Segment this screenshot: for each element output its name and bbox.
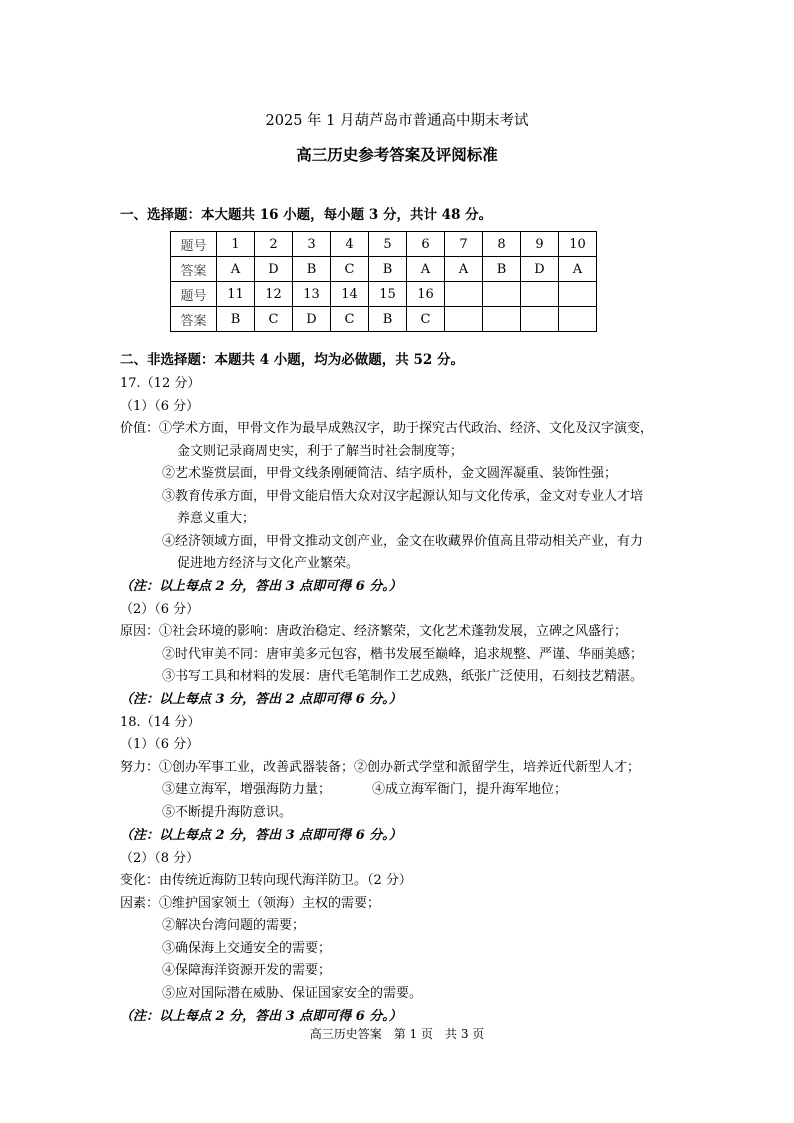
table-cell: 14 (331, 282, 369, 307)
row-label: 答案 (171, 307, 217, 332)
table-cell: 9 (521, 232, 559, 257)
document-title: 2025 年 1 月葫芦岛市普通高中期末考试 (265, 113, 529, 129)
table-cell: D (521, 257, 559, 282)
q17-heading: 17.（12 分） (120, 376, 201, 391)
effort-1: 努力：①创办军事工业，改善武器装备；②创办新式学堂和派留学生，培养近代新型人才； (120, 760, 641, 775)
table-cell (483, 282, 521, 307)
value-4b: 促进地方经济与文化产业繁荣。 (177, 556, 360, 571)
table-row (171, 282, 597, 307)
table-cell: 4 (331, 232, 369, 257)
table-cell: 2 (255, 232, 293, 257)
table-row (171, 232, 597, 257)
table-cell: 15 (369, 282, 407, 307)
factor-2: ②解决台湾问题的需要； (162, 918, 306, 933)
value-2: ②艺术鉴赏层面，甲骨文线条刚硬简洁、结字质朴，金文圆浑凝重、装饰性强； (162, 466, 618, 481)
q17-part2: （2）（6 分） (120, 602, 200, 617)
table-cell (445, 307, 483, 332)
answer-table (170, 231, 597, 332)
table-cell: C (255, 307, 293, 332)
scoring-note-4: （注：以上每点 2 分，答出 3 点即可得 6 分。） (120, 1009, 402, 1024)
effort-2b: ④成立海军衙门，提升海军地位； (372, 782, 568, 797)
table-cell: C (331, 307, 369, 332)
table-cell: 8 (483, 232, 521, 257)
q18-heading: 18.（14 分） (120, 715, 201, 730)
factor-4: ④保障海洋资源开发的需要； (162, 963, 332, 978)
table-cell: A (217, 257, 255, 282)
table-cell: 1 (217, 232, 255, 257)
q18-part1: （1）（6 分） (120, 737, 200, 752)
table-cell: A (407, 257, 445, 282)
row-label: 题号 (171, 282, 217, 307)
factor-3: ③确保海上交通安全的需要； (162, 941, 332, 956)
effort-3: ⑤不断提升海防意识。 (162, 805, 293, 820)
value-1b: 金文则记录商周史实，利于了解当时社会制度等； (177, 444, 464, 459)
q17-part1: （1）（6 分） (120, 399, 200, 414)
table-cell: B (369, 257, 407, 282)
table-cell: 6 (407, 232, 445, 257)
reason-1: 原因：①社会环境的影响：唐政治稳定、经济繁荣，文化艺术蓬勃发展，立碑之风盛行； (120, 624, 628, 639)
table-cell: 12 (255, 282, 293, 307)
value-3b: 养意义重大； (177, 511, 256, 526)
table-cell: B (369, 307, 407, 332)
reason-3: ③书写工具和材料的发展：唐代毛笔制作工艺成熟，纸张广泛使用，石刻技艺精湛。 (162, 669, 644, 684)
table-cell: B (483, 257, 521, 282)
section1-heading: 一、选择题：本大题共 16 小题，每小题 3 分，共计 48 分。 (120, 207, 493, 223)
table-cell: 3 (293, 232, 331, 257)
page-footer: 高三历史答案 第 1 页 共 3 页 (309, 1027, 485, 1041)
table-cell (521, 282, 559, 307)
factor-5: ⑤应对国际潜在威胁、保证国家安全的需要。 (162, 986, 423, 1001)
value-4a: ④经济领域方面，甲骨文推动文创产业，金文在收藏界价值高且带动相关产业，有力 (162, 534, 644, 549)
section2-heading: 二、非选择题：本题共 4 小题，均为必做题，共 52 分。 (120, 352, 464, 368)
scoring-note-3: （注：以上每点 2 分，答出 3 点即可得 6 分。） (120, 828, 402, 843)
table-cell: B (217, 307, 255, 332)
table-cell: A (445, 257, 483, 282)
row-label: 题号 (171, 232, 217, 257)
document-subtitle: 高三历史参考答案及评阅标准 (296, 145, 498, 164)
row-label: 答案 (171, 257, 217, 282)
table-cell: D (255, 257, 293, 282)
factor-1: 因素：①维护国家领土（领海）主权的需要； (120, 896, 381, 911)
table-cell (445, 282, 483, 307)
table-row (171, 307, 597, 332)
table-cell: D (293, 307, 331, 332)
table-row (171, 257, 597, 282)
table-cell (559, 282, 597, 307)
table-cell (559, 307, 597, 332)
scoring-note-2: （注：以上每点 3 分，答出 2 点即可得 6 分。） (120, 692, 402, 707)
table-cell: 5 (369, 232, 407, 257)
table-cell: B (293, 257, 331, 282)
value-1a: 价值：①学术方面，甲骨文作为最早成熟汉字，助于探究古代政治、经济、文化及汉字演变， (120, 421, 654, 436)
table-cell (521, 307, 559, 332)
table-cell: 10 (559, 232, 597, 257)
table-cell: 11 (217, 282, 255, 307)
effort-2: ③建立海军，增强海防力量； (162, 782, 332, 797)
scoring-note-1: （注：以上每点 2 分，答出 3 点即可得 6 分。） (120, 579, 402, 594)
table-cell: 16 (407, 282, 445, 307)
table-cell: A (559, 257, 597, 282)
q18-part2: （2）（8 分） (120, 851, 200, 866)
table-cell: C (407, 307, 445, 332)
table-cell: C (331, 257, 369, 282)
reason-2: ②时代审美不同：唐审美多元包容，楷书发展至巅峰，追求规整、严谨、华丽美感； (162, 647, 644, 662)
table-cell (483, 307, 521, 332)
change-line: 变化：由传统近海防卫转向现代海洋防卫。（2 分） (120, 873, 412, 888)
table-cell: 13 (293, 282, 331, 307)
table-cell: 7 (445, 232, 483, 257)
value-3a: ③教育传承方面，甲骨文能启悟大众对汉字起源认知与文化传承，金文对专业人才培 (162, 489, 644, 504)
